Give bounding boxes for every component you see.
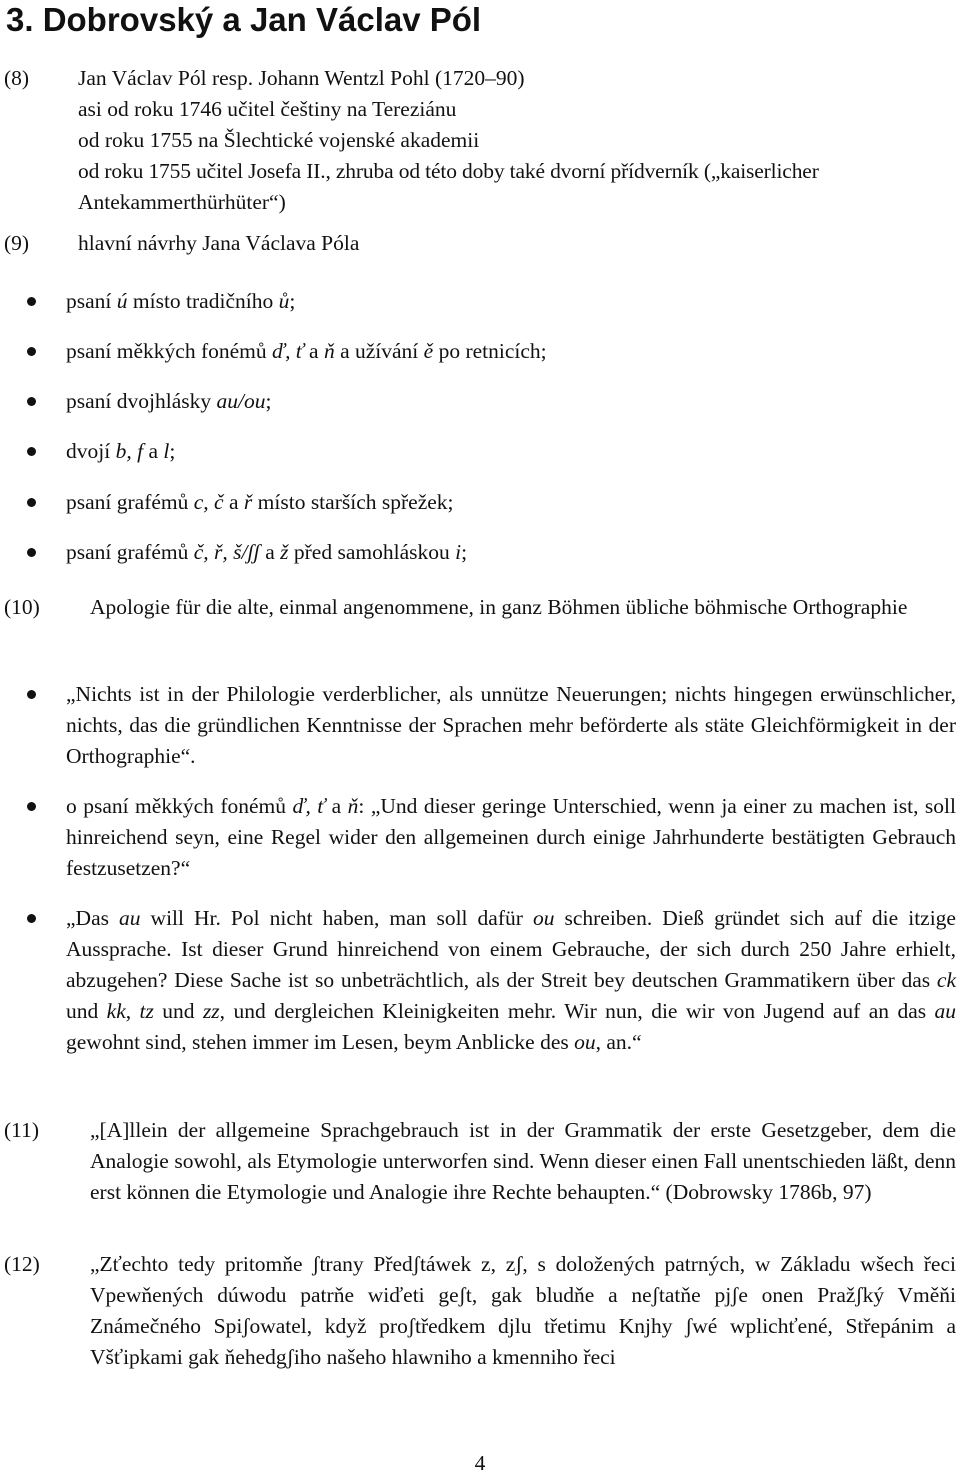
quote-text: o psaní měkkých fonémů ď, ť a ň: „Und dieser geringe Unterschied, wenn ja einer zu machen ist, soll hinreichend seyn, eine Regel wider den allgemeinen durch einige Jahrhunderte bestätigten Gebrauch festzusetzen?“	[66, 794, 956, 880]
bullet-icon	[27, 347, 36, 356]
example-number: (8)	[4, 66, 30, 90]
text-line: Antekammerthürhüter“)	[78, 190, 286, 214]
quote-text: „Nichts ist in der Philologie verderblicher, als unnütze Neuerungen; nichts hingegen erwünschlicher, nichts, das die gründlichen Kenntnisse der Sprachen mehr beförderte als stäte Gleichförmigkeit in der Orthographie“.	[66, 682, 956, 768]
list-item-text: psaní grafémů c, č a ř místo starších spřežek;	[66, 490, 454, 514]
quote-text: „Das au will Hr. Pol nicht haben, man soll dafür ou schreiben. Dieß gründet sich auf die itzige Aussprache. Ist dieser Grund hinreichend von einem Gebrauche, der sich durch 250 Jahre erhielt, abzugehen? Diese Sache ist so unbeträchtlich, als der Streit bey deutschen Grammatikern über das ck und kk, tz und zz, und dergleichen Kleinigkeiten mehr. Wir nun, die wir von Jugend auf an das au gewohnt sind, stehen immer im Lesen, beym Anblicke des ou, an.“	[66, 906, 957, 1054]
list-item-text: psaní grafémů č, ř, š/ʃʃ a ž před samohláskou i;	[66, 540, 468, 564]
bullet-icon	[27, 498, 36, 507]
bullet-icon	[27, 914, 36, 923]
bullet-icon	[27, 802, 36, 811]
bullet-icon	[27, 297, 36, 306]
list-item-text: dvojí b, f a l;	[66, 439, 176, 463]
example-body: „Zťechto tedy pritomňe ʃtrany Předʃtáwek z, zʃ, s doložených patrných, w Základu wšech řeci Vpewňených dúwodu patrňe wiďeti geʃt, gak bludňe a neʃtatňe pjʃe onen Pražʃký Vměňi Známečného Spiʃowatel, když proʃtředkem djlu třetimu Knjhy ʃwé wplichťené, Střepánim a Všťipkami gak ňehedgʃiho našeho hlawniho a kmenniho řeci	[90, 1252, 956, 1369]
example-number: (10)	[4, 595, 40, 619]
text-line: Jan Václav Pól resp. Johann Wentzl Pohl (1720–90)	[78, 66, 525, 90]
bullet-icon	[27, 397, 36, 406]
example-title: Apologie für die alte, einmal angenommene, in ganz Böhmen übliche böhmische Orthographie	[90, 595, 908, 619]
bullet-icon	[27, 690, 36, 699]
example-number: (12)	[4, 1252, 40, 1276]
example-number: (11)	[4, 1118, 40, 1142]
bullet-icon	[27, 447, 36, 456]
list-item-text: psaní měkkých fonémů ď, ť a ň a užívání ě po retnicích;	[66, 339, 547, 363]
text-line: asi od roku 1746 učitel češtiny na Tereziánu	[78, 97, 457, 121]
text-line: od roku 1755 učitel Josefa II., zhruba od této doby také dvorní přídverník („kaiserlicher	[78, 159, 819, 183]
example-number: (9)	[4, 231, 30, 255]
list-item-text: psaní ú místo tradičního ů;	[66, 289, 296, 313]
bullet-icon	[27, 548, 36, 557]
section-heading: 3. Dobrovský a Jan Václav Pól	[6, 1, 482, 38]
page-number: 4	[474, 1451, 486, 1475]
example-body: „[A]llein der allgemeine Sprachgebrauch ist in der Grammatik der erste Gesetzgeber, dem die Analogie sowohl, als Etymologie unterworfen sind. Wenn dieser einen Fall unentschieden läßt, denn erst können die Etymologie und Analogie ihre Rechte behaupten.“ (Dobrowsky 1786b, 97)	[90, 1118, 956, 1204]
list-item-text: psaní dvojhlásky au/ou;	[66, 389, 272, 413]
example-body	[78, 63, 956, 218]
text-line: od roku 1755 na Šlechtické vojenské akademii	[78, 128, 480, 152]
example-title: hlavní návrhy Jana Václava Póla	[78, 231, 360, 255]
